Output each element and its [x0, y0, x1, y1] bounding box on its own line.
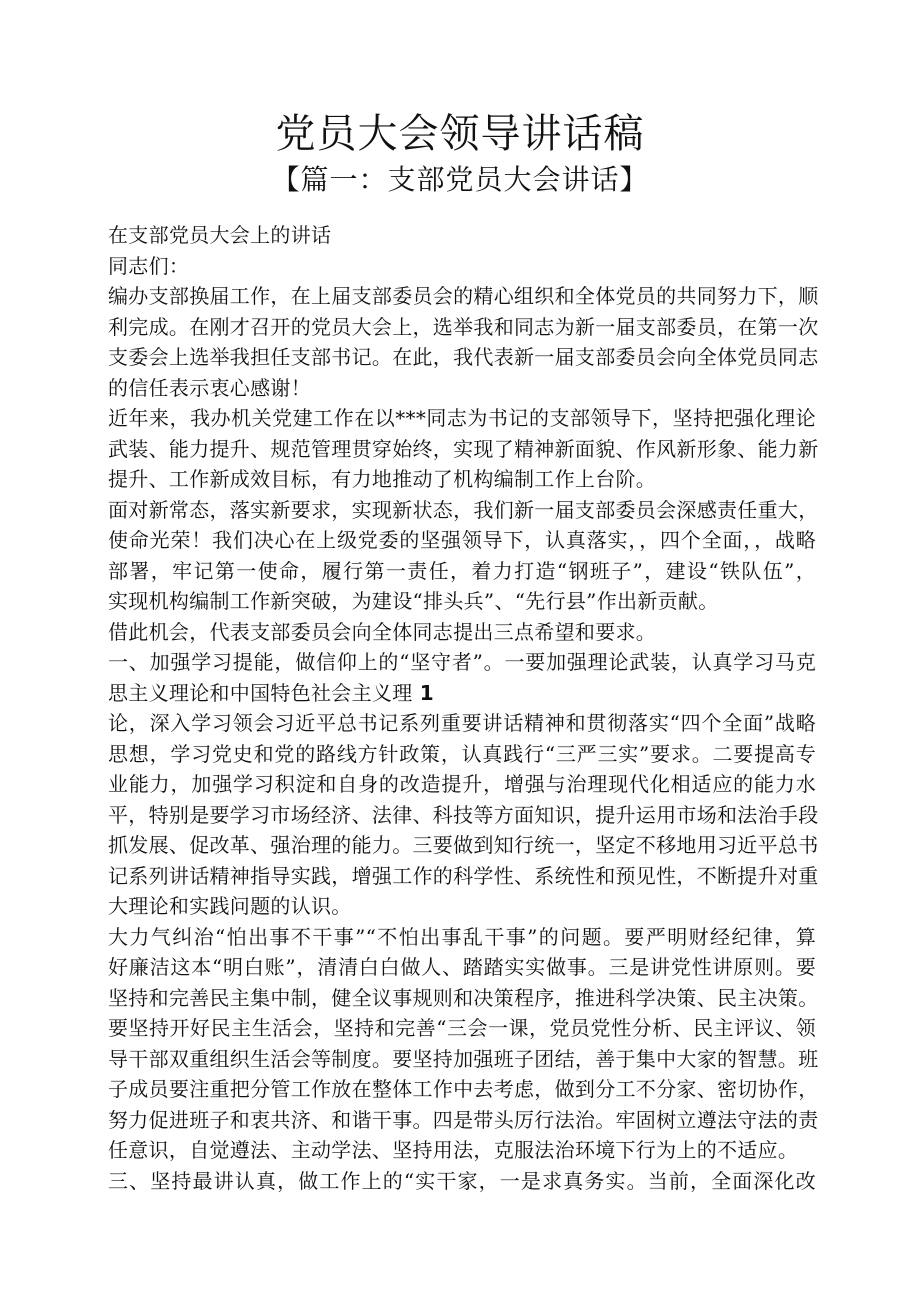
text-line — [108, 800, 819, 831]
text-line-content: 要坚持开好民主生活会，坚持和完善“三会一课，党员党性分析、民主评议、领 — [108, 1016, 816, 1040]
text-line-content: 好廉洁这本“明白账”，清清白白做人、踏踏实实做事。三是讲党性讲原则。要 — [108, 955, 816, 979]
text-line — [108, 617, 816, 648]
text-line — [108, 434, 819, 465]
text-line-content: 面对新常态，落实新要求，实现新状态，我们新一届支部委员会深感责任重大， — [108, 497, 819, 522]
text-line — [108, 342, 819, 373]
text-line-content: 编办支部换届工作，在上届支部委员会的精心组织和全体党员的共同努力下，顺 — [108, 284, 819, 308]
text-line-content: 实现机构编制工作新突破，为建设“排头兵”、“先行县”作出新贡献。 — [108, 589, 719, 613]
text-line-content: 记系列讲话精神指导实践，增强工作的科学性、系统性和预见性，不断提升对重 — [108, 863, 819, 888]
text-line — [108, 464, 816, 495]
text-line — [108, 891, 816, 922]
text-line — [108, 1074, 819, 1105]
text-line-content: 大理论和实践问题的认识。 — [108, 894, 352, 918]
text-line-content: 努力促进班子和衷共济、和谐干事。四是带头厉行法治。牢固树立遵法守法的责 — [108, 1107, 819, 1132]
text-line — [108, 251, 816, 282]
text-line — [108, 556, 816, 587]
text-line — [108, 1135, 816, 1166]
text-line — [108, 678, 816, 709]
document-body — [108, 220, 819, 1196]
text-line — [108, 220, 816, 251]
text-line — [108, 495, 819, 526]
page-number: 1 — [412, 680, 434, 705]
text-line-content: 近年来，我办机关党建工作在以***同志为书记的支部领导下，坚持把强化理论 — [108, 406, 816, 430]
text-line-content: 同志们： — [108, 253, 190, 278]
text-line — [108, 922, 816, 953]
text-line — [108, 952, 816, 983]
text-line — [108, 830, 819, 861]
text-line — [108, 525, 816, 556]
text-line-content: 借此机会，代表支部委员会向全体同志提出三点希望和要求。 — [108, 619, 657, 644]
text-line-content: 在支部党员大会上的讲话 — [108, 223, 332, 247]
text-line — [108, 281, 819, 312]
text-line — [108, 983, 819, 1014]
text-line-content: 的信任表示衷心感谢！ — [108, 375, 311, 400]
text-line-content: 平，特别是要学习市场经济、法律、科技等方面知识，提升运用市场和法治手段 — [108, 802, 819, 827]
text-line-content: 三、坚持最讲认真，做工作上的“实干家，一是求真务实。当前，全面深化改 — [108, 1168, 816, 1193]
text-line — [108, 647, 816, 678]
text-line — [108, 1166, 816, 1197]
text-line-content: 支委会上选举我担任支部书记。在此，我代表新一届支部委员会向全体党员同志 — [108, 345, 819, 369]
text-line-content: 大力气纠治“怕出事不干事”“不怕出事乱干事”的问题。要严明财经纪律，算 — [108, 924, 816, 949]
text-line-content: 业能力，加强学习积淀和自身的改造提升，增强与治理现代化相适应的能力水 — [108, 772, 816, 796]
text-line-content: 坚持和完善民主集中制，健全议事规则和决策程序，推进科学决策、民主决策。 — [108, 985, 819, 1010]
text-line — [108, 861, 819, 892]
text-line-content: 部署，牢记第一使命，履行第一责任，着力打造“钢班子”，建设“铁队伍”， — [108, 558, 816, 583]
text-line-content: 提升、工作新成效目标，有力地推动了机构编制工作上台阶。 — [108, 467, 657, 491]
text-line — [108, 1105, 819, 1136]
document-subtitle: 【篇一：支部党员大会讲话】 — [271, 163, 649, 196]
text-line — [108, 769, 816, 800]
text-line-content: 思主义理论和中国特色社会主义理 — [108, 680, 413, 705]
text-line — [108, 403, 816, 434]
text-line — [108, 312, 819, 343]
text-line-content: 思想，学习党史和党的路线方针政策，认真践行“三严三实”要求。二要提高专 — [108, 741, 816, 766]
text-line — [108, 708, 816, 739]
text-line-content: 武装、能力提升、规范管理贯穿始终，实现了精神新面貌、作风新形象、能力新 — [108, 436, 819, 461]
text-line-content: 抓发展、促改革、强治理的能力。三要做到知行统一，坚定不移地用习近平总书 — [108, 833, 819, 857]
text-line-content: 导干部双重组织生活会等制度。要坚持加强班子团结，善于集中大家的智慧。班 — [108, 1046, 819, 1071]
text-line — [108, 1044, 819, 1075]
document-title: 党员大会领导讲话稿 — [275, 111, 645, 157]
text-line-content: 任意识，自觉遵法、主动学法、坚持用法，克服法治环境下行为上的不适应。 — [108, 1138, 799, 1162]
text-line-content: 论，深入学习领会习近平总书记系列重要讲话精神和贯彻落实“四个全面”战略 — [108, 711, 816, 735]
text-line — [108, 1013, 816, 1044]
text-line — [108, 586, 816, 617]
text-line-content: 子成员要注重把分管工作放在整体工作中去考虑，做到分工不分家、密切协作， — [108, 1077, 819, 1101]
text-line-content: 使命光荣！我们决心在上级党委的坚强领导下，认真落实，，四个全面，，战略 — [108, 528, 816, 552]
text-line-content: 利完成。在刚才召开的党员大会上，选举我和同志为新一届支部委员，在第一次 — [108, 314, 819, 339]
text-line — [108, 373, 816, 404]
text-line — [108, 739, 816, 770]
text-line-content: 一、加强学习提能，做信仰上的“坚守者”。一要加强理论武装，认真学习马克 — [108, 650, 816, 674]
